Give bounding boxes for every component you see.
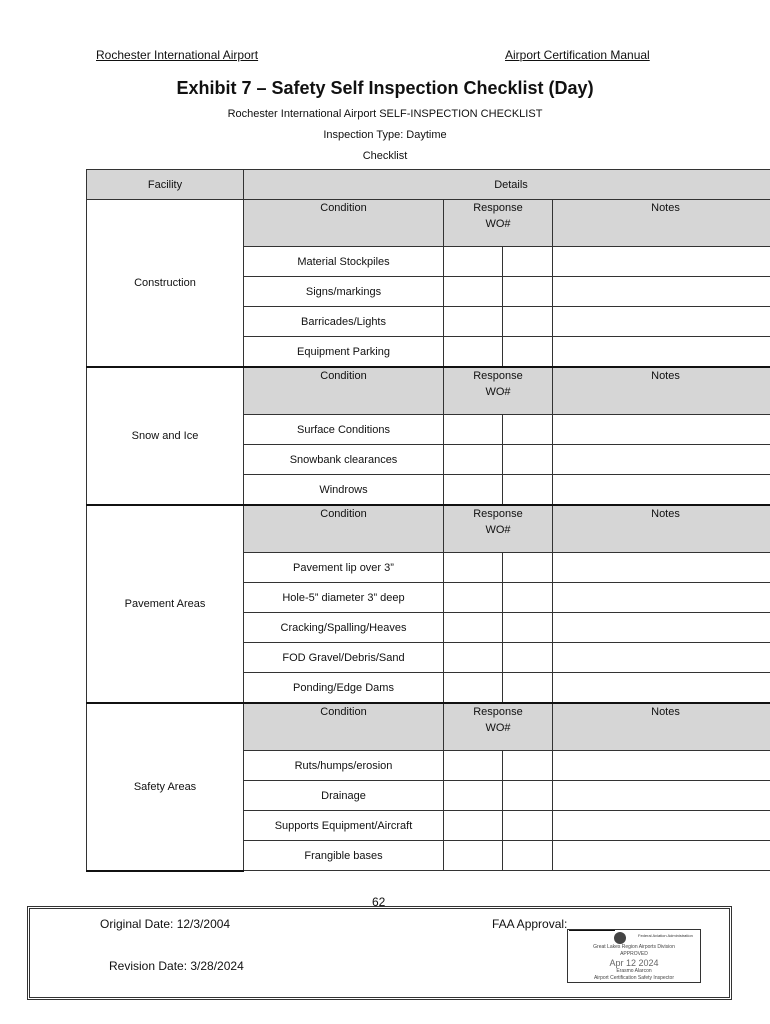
wo-cell[interactable] [503,247,553,277]
subtitle-checklist-name: Rochester International Airport SELF-INSPECTION CHECKLIST [227,108,543,120]
response-cell[interactable] [444,751,503,781]
facility-cell: Snow and Ice [87,367,244,505]
response-cell[interactable] [444,277,503,307]
wo-cell[interactable] [503,583,553,613]
notes-cell[interactable] [553,781,770,811]
page-title: Exhibit 7 – Safety Self Inspection Checklist (Day) [176,78,594,98]
response-cell[interactable] [444,613,503,643]
condition-item: Snowbank clearances [244,445,444,475]
notes-header: Notes [553,505,770,553]
condition-item: FOD Gravel/Debris/Sand [244,643,444,673]
wo-cell[interactable] [503,643,553,673]
faa-approval-stamp [567,929,701,983]
stamp-name: Erasmo Alarcon [616,968,652,974]
notes-cell[interactable] [553,337,770,368]
response-label: Response [473,706,523,718]
condition-header-row [87,200,770,247]
notes-header: Notes [553,703,770,751]
response-label: Response [473,508,523,520]
condition-item: Material Stockpiles [244,247,444,277]
notes-cell[interactable] [553,613,770,643]
notes-cell[interactable] [553,445,770,475]
notes-cell[interactable] [553,415,770,445]
page-number: 62 [372,895,386,909]
notes-cell[interactable] [553,751,770,781]
notes-header: Notes [553,200,770,247]
condition-item: Barricades/Lights [244,307,444,337]
response-cell[interactable] [444,415,503,445]
condition-header: Condition [244,367,444,415]
response-header [444,703,553,751]
notes-cell[interactable] [553,475,770,506]
wo-cell[interactable] [503,613,553,643]
condition-header-row [87,505,770,553]
notes-cell[interactable] [553,841,770,871]
response-cell[interactable] [444,811,503,841]
facility-cell: Construction [87,200,244,368]
notes-cell[interactable] [553,673,770,704]
response-header [444,505,553,553]
condition-item: Frangible bases [244,841,444,871]
stamp-status: APPROVED [620,951,648,957]
response-cell[interactable] [444,553,503,583]
wo-label: WO# [485,722,511,734]
condition-item: Signs/markings [244,277,444,307]
notes-cell[interactable] [553,553,770,583]
details-header: Details [244,170,770,200]
response-cell[interactable] [444,307,503,337]
revision-date: Revision Date: 3/28/2024 [109,959,244,973]
stamp-agency: Federal Aviation Administration [638,933,693,938]
condition-item: Surface Conditions [244,415,444,445]
subtitle-inspection-type: Inspection Type: Daytime [323,129,447,141]
wo-cell[interactable] [503,475,553,506]
facility-header: Facility [87,170,244,200]
notes-cell[interactable] [553,247,770,277]
header-manual-name: Airport Certification Manual [505,48,650,62]
stamp-division: Great Lakes Region Airports Division [593,944,675,950]
response-cell[interactable] [444,643,503,673]
wo-cell[interactable] [503,307,553,337]
condition-item: Hole-5” diameter 3” deep [244,583,444,613]
faa-seal-icon [614,932,626,944]
condition-header: Condition [244,505,444,553]
wo-cell[interactable] [503,841,553,871]
response-cell[interactable] [444,337,503,368]
table-header-row [87,170,770,200]
notes-cell[interactable] [553,811,770,841]
condition-item: Ruts/humps/erosion [244,751,444,781]
condition-item: Ponding/Edge Dams [244,673,444,704]
faa-approval-text: FAA Approval: [492,917,568,931]
wo-cell[interactable] [503,277,553,307]
wo-cell[interactable] [503,811,553,841]
notes-cell[interactable] [553,583,770,613]
response-cell[interactable] [444,583,503,613]
wo-cell[interactable] [503,445,553,475]
header-airport-name: Rochester International Airport [96,48,259,62]
wo-label: WO# [485,386,511,398]
notes-cell[interactable] [553,643,770,673]
notes-cell[interactable] [553,307,770,337]
wo-label: WO# [485,218,511,230]
wo-cell[interactable] [503,337,553,368]
condition-item: Cracking/Spalling/Heaves [244,613,444,643]
wo-label: WO# [485,524,511,536]
wo-cell[interactable] [503,553,553,583]
inspection-checklist-table [86,169,770,872]
condition-item: Equipment Parking [244,337,444,368]
wo-cell[interactable] [503,415,553,445]
wo-cell[interactable] [503,781,553,811]
condition-header-row [87,367,770,415]
response-cell[interactable] [444,247,503,277]
notes-cell[interactable] [553,277,770,307]
response-header [444,200,553,247]
facility-cell: Safety Areas [87,703,244,871]
condition-item: Drainage [244,781,444,811]
approval-footer [27,906,732,1000]
condition-header: Condition [244,200,444,247]
condition-header-row [87,703,770,751]
response-cell[interactable] [444,445,503,475]
wo-cell[interactable] [503,751,553,781]
response-label: Response [473,370,523,382]
notes-header: Notes [553,367,770,415]
stamp-role: Airport Certification Safety Inspector [593,975,675,981]
subtitle-checklist: Checklist [362,150,408,162]
condition-item: Supports Equipment/Aircraft [244,811,444,841]
wo-cell[interactable] [503,673,553,704]
condition-item: Pavement lip over 3” [244,553,444,583]
response-cell[interactable] [444,475,503,506]
response-label: Response [473,202,523,214]
facility-cell: Pavement Areas [87,505,244,703]
condition-header: Condition [244,703,444,751]
stamp-date: Apr 12 2024 [609,958,659,968]
response-cell[interactable] [444,673,503,704]
response-header [444,367,553,415]
condition-item: Windrows [244,475,444,506]
original-date: Original Date: 12/3/2004 [100,917,231,931]
response-cell[interactable] [444,781,503,811]
response-cell[interactable] [444,841,503,871]
